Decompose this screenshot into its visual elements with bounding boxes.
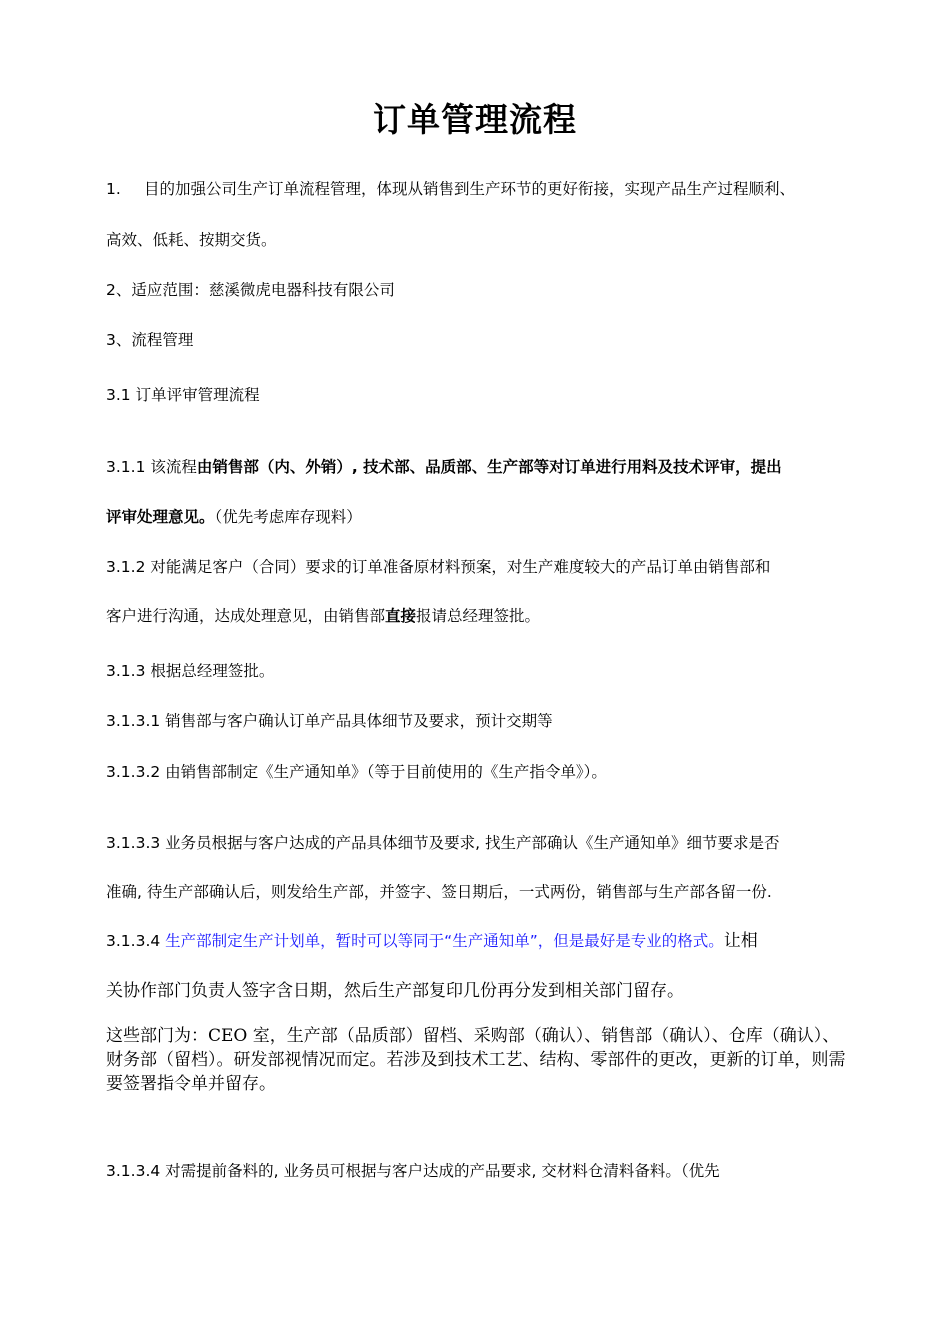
departments-paragraph: 这些部门为：CEO 室，生产部（品质部）留档、采购部（确认）、销售部（确认）、仓库（确认）、财务部（留档）。研发部视情况而定。若涉及到技术工艺、结构、零部件的更改，更新的订单，则需要签署指令单并留存。 xyxy=(106,1026,846,1094)
section-3-1-3-2: 3.1.3.2 由销售部制定《生产通知单》（等于目前使用的《生产指令单》）。 xyxy=(106,763,607,781)
section-1-text: 目的加强公司生产订单流程管理，体现从销售到生产环节的更好衔接，实现产品生产过程顺利、 xyxy=(144,180,796,198)
section-3-1-1-line-1 xyxy=(106,456,782,478)
section-3-1-3-4-highlight: 生产部制定生产计划单，暂时可以等同于“生产通知单”，但是最好是专业的格式。 xyxy=(165,932,724,950)
section-3-1-1-line-2 xyxy=(106,506,362,528)
section-3-1-3: 3.1.3 根据总经理签批。 xyxy=(106,662,275,680)
section-3-1-2-bold: 直接 xyxy=(385,607,417,625)
section-3-1-3-4-number: 3.1.3.4 xyxy=(106,932,166,950)
section-3-1-3-4-tail: 让相 xyxy=(723,931,758,951)
section-1-number: 1. xyxy=(106,180,121,198)
section-3-heading: 3、流程管理 xyxy=(106,331,194,349)
section-3-1-3-4-line-2: 关协作部门负责人签字含日期，然后生产部复印几份再分发到相关部门留存。 xyxy=(106,981,684,1001)
section-3-1-2-text-a: 客户进行沟通，达成处理意见，由销售部 xyxy=(106,607,386,625)
section-1-line-1 xyxy=(106,178,795,200)
section-3-1-heading: 3.1 订单评审管理流程 xyxy=(106,386,260,404)
section-1-line-2: 高效、低耗、按期交货。 xyxy=(106,231,277,249)
section-3-1-1-prefix: 3.1.1 该流程 xyxy=(106,458,197,476)
section-3-1-2-line-1: 3.1.2 对能满足客户（合同）要求的订单准备原材料预案，对生产难度较大的产品订单由销售部和 xyxy=(106,558,771,576)
section-3-1-1-bold-end: 评审处理意见。 xyxy=(106,508,215,526)
section-2-scope: 2、适应范围：慈溪微虎电器科技有限公司 xyxy=(106,281,395,299)
section-3-1-2-line-2 xyxy=(106,605,540,627)
section-3-1-2-text-c: 报请总经理签批。 xyxy=(416,607,541,625)
section-3-1-3-3-line-1: 3.1.3.3 业务员根据与客户达成的产品具体细节及要求, 找生产部确认《生产通知单》细节要求是否 xyxy=(106,834,780,852)
section-3-1-1-bold-text: 由销售部（内、外销）, 技术部、品质部、生产部等对订单进行用料及技术评审，提出 xyxy=(196,458,782,476)
section-3-1-1-note: （优先考虑库存现料） xyxy=(214,508,362,526)
section-3-1-3-4-line-1 xyxy=(106,930,758,952)
page-title: 订单管理流程 xyxy=(373,100,577,139)
section-3-1-3-4b: 3.1.3.4 对需提前备料的, 业务员可根据与客户达成的产品要求, 交材料仓清料备料。（优先 xyxy=(106,1162,720,1180)
section-3-1-3-1: 3.1.3.1 销售部与客户确认订单产品具体细节及要求，预计交期等 xyxy=(106,712,553,730)
section-3-1-3-3-line-2: 准确, 待生产部确认后，则发给生产部，并签字、签日期后，一式两份，销售部与生产部各留一份. xyxy=(106,883,772,901)
